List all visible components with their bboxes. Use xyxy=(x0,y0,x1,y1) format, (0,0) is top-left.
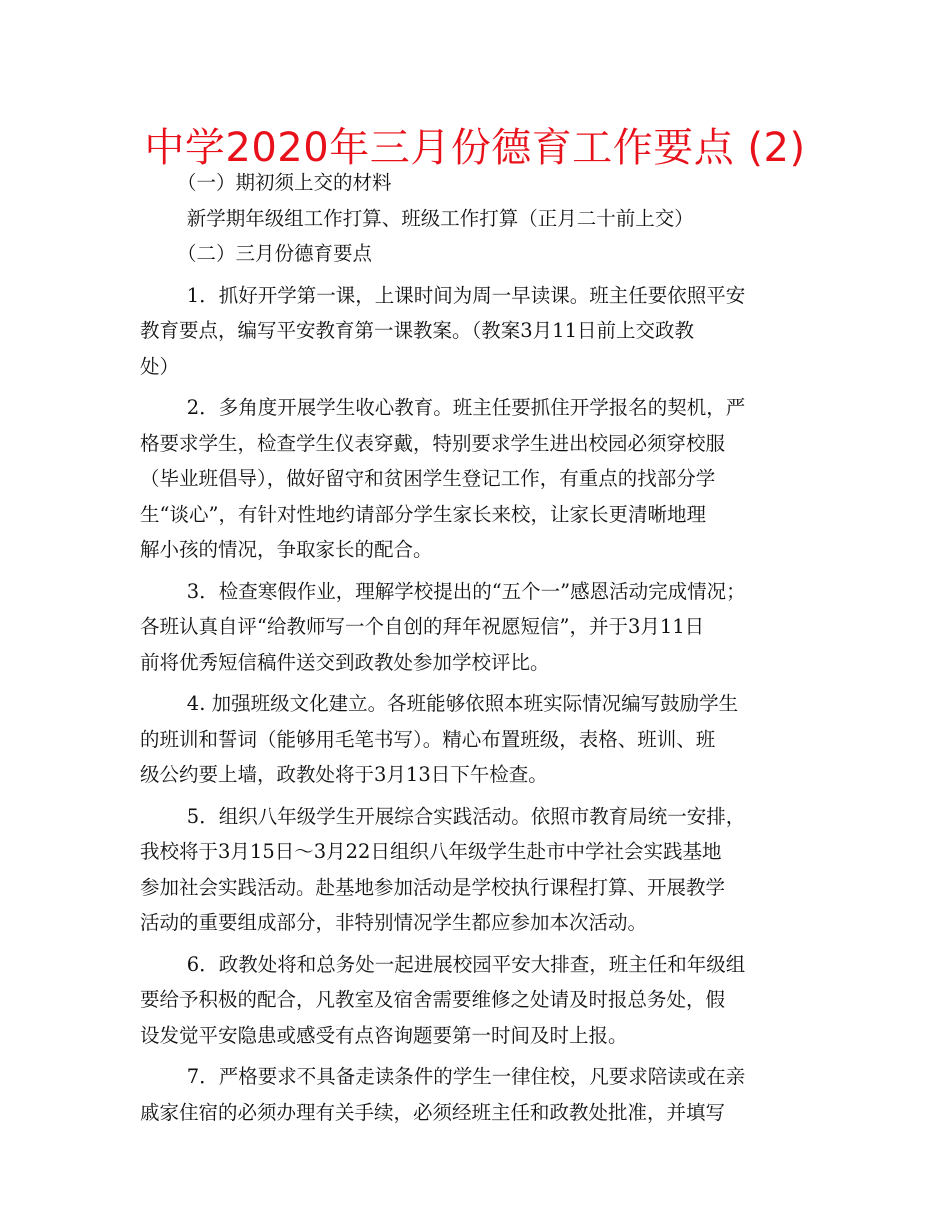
item-5-line-1: 5．组织八年级学生开展综合实践活动。依照市教育局统一安排， xyxy=(186,804,746,828)
section-heading-2: （二）三月份德育要点 xyxy=(177,242,373,265)
document-body xyxy=(140,165,812,1130)
item-3-line-2: 各班认真自评“给教师写一个自创的拜年祝愿短信”，并于3月11日 xyxy=(140,615,705,638)
item-1-line-3: 处） xyxy=(140,354,180,378)
item-2-line-3: （毕业班倡导），做好留守和贫困学生登记工作，有重点的找部分学 xyxy=(140,467,716,490)
item-6 xyxy=(140,947,812,1054)
item-4-line-3: 级公约要上墙，政教处将于3月13日下午检查。 xyxy=(140,763,548,786)
item-2-line-2: 格要求学生，检查学生仪表穿戴，特别要求学生进出校园必须穿校服 xyxy=(140,431,726,455)
item-1-line-1: 1．抓好开学第一课，上课时间为周一早读课。班主任要依照平安 xyxy=(186,283,746,307)
item-7-line-1: 7．严格要求不具备走读条件的学生一律住校，凡要求陪读或在亲 xyxy=(186,1065,746,1088)
item-2-line-1: 2．多角度开展学生收心教育。班主任要抓住开学报名的契机，严 xyxy=(186,396,746,419)
section-text-1: 新学期年级组工作打算、班级工作打算（正月二十前上交） xyxy=(186,206,694,230)
item-6-line-2: 要给予积极的配合，凡教室及宿舍需要维修之处请及时报总务处，假 xyxy=(140,988,726,1011)
item-1 xyxy=(140,278,812,385)
item-6-line-1: 6．政教处将和总务处一起进展校园平安大排查，班主任和年级组 xyxy=(186,952,746,976)
item-4-line-1: 4. 加强班级文化建立。各班能够依照本班实际情况编写鼓励学生 xyxy=(186,692,739,715)
item-2 xyxy=(140,390,812,568)
item-5 xyxy=(140,799,812,941)
item-1-line-2: 教育要点，编写平安教育第一课教案。（教案3月11日前上交政教 xyxy=(140,319,694,342)
item-2-line-4: 生“谈心”，有针对性地约请部分学生家长来校，让家长更清晰地理 xyxy=(140,502,706,526)
item-7 xyxy=(140,1059,812,1130)
item-5-line-4: 活动的重要组成部分，非特别情况学生都应参加本次活动。 xyxy=(140,911,648,934)
item-5-line-2: 我校将于3月15日～3月22日组织八年级学生赴市中学社会实践基地 xyxy=(140,840,722,863)
item-3 xyxy=(140,574,812,681)
item-7-line-2: 戚家住宿的必须办理有关手续，必须经班主任和政教处批准，并填写 xyxy=(140,1100,726,1124)
item-3-line-1: 3．检查寒假作业，理解学校提出的“五个一”感恩活动完成情况； xyxy=(186,579,746,603)
item-5-line-3: 参加社会实践活动。赴基地参加活动是学校执行课程打算、开展教学 xyxy=(140,875,726,899)
document-title: 中学2020年三月份德育工作要点 (2) xyxy=(144,125,806,171)
item-6-line-3: 设发觉平安隐患或感受有点咨询题要第一时间及时上报。 xyxy=(140,1023,628,1047)
item-4-line-2: 的班训和誓词（能够用毛笔书写）。精心布置班级，表格、班训、班 xyxy=(140,727,716,751)
item-3-line-3: 前将优秀短信稿件送交到政教处参加学校评比。 xyxy=(140,650,550,674)
item-2-line-5: 解小孩的情况，争取家长的配合。 xyxy=(140,538,433,561)
section-heading-1: （一）期初须上交的材料 xyxy=(177,171,392,194)
item-4 xyxy=(140,686,812,793)
